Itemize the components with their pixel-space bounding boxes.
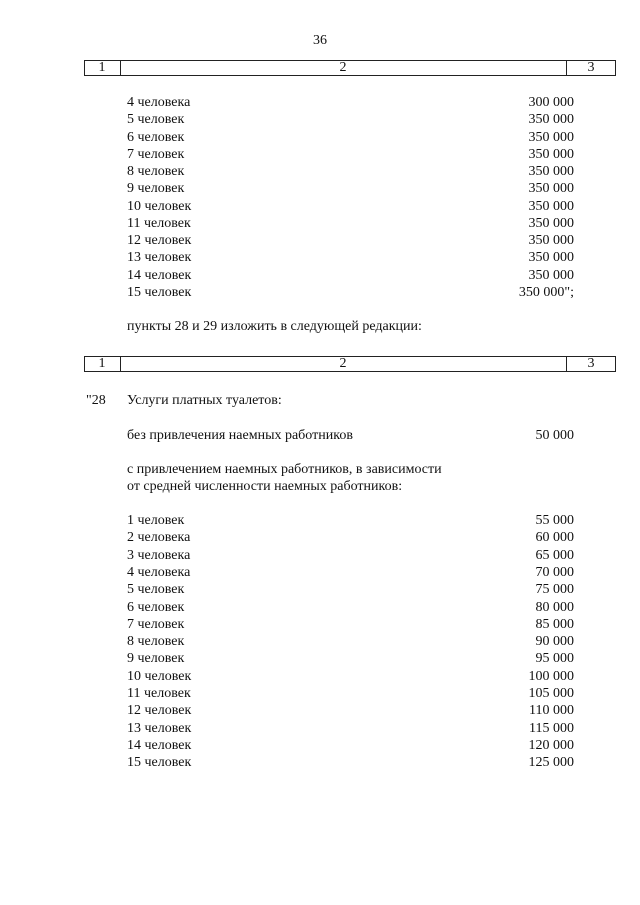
list-item xyxy=(0,146,640,163)
row-label: 8 человек xyxy=(127,634,185,650)
list-item xyxy=(0,720,640,737)
item-title: Услуги платных туалетов: xyxy=(127,393,282,408)
list-item xyxy=(0,650,640,667)
list-item xyxy=(0,180,640,197)
row-value: 50 000 xyxy=(535,428,574,443)
list-item xyxy=(0,163,640,180)
row-value: 350 000 xyxy=(528,250,574,266)
row-label: 6 человек xyxy=(127,129,185,145)
row-label: 15 человек xyxy=(127,284,192,300)
row-label: 8 человек xyxy=(127,164,185,179)
divider xyxy=(615,356,616,372)
row-label: 1 человек xyxy=(127,513,185,528)
list-item xyxy=(0,267,640,284)
row-label: 11 человек xyxy=(127,215,191,231)
row-label: 7 человек xyxy=(127,146,185,162)
row-value: 350 000 xyxy=(528,164,574,179)
row-value: 350 000 xyxy=(528,146,574,162)
row-label: 9 человек xyxy=(127,651,185,667)
row-value: 60 000 xyxy=(535,530,574,546)
row-value: 90 000 xyxy=(535,634,574,650)
list-item xyxy=(0,685,640,702)
page-number: 36 xyxy=(313,33,327,48)
divider xyxy=(615,60,616,76)
row-value: 350 000 xyxy=(528,181,574,197)
list-item xyxy=(0,284,640,301)
intro-text: пункты 28 и 29 изложить в следующей редакции: xyxy=(127,319,422,334)
row-label: 12 человек xyxy=(127,703,192,719)
header-col-2: 2 xyxy=(339,356,347,371)
row-value: 350 000 xyxy=(528,129,574,145)
list-item xyxy=(0,581,640,598)
header-col-1: 1 xyxy=(98,60,106,75)
row-label: 9 человек xyxy=(127,181,185,197)
row-value: 85 000 xyxy=(535,616,574,632)
row-label: 13 человек xyxy=(127,250,192,266)
row-value: 55 000 xyxy=(535,513,574,528)
row-value: 125 000 xyxy=(528,755,574,771)
row-label: 5 человек xyxy=(127,112,185,128)
header-col-3: 3 xyxy=(587,356,595,371)
list-item xyxy=(0,702,640,719)
list-item xyxy=(0,512,640,529)
row-label: без привлечения наемных работников xyxy=(127,428,353,443)
list-item xyxy=(0,737,640,754)
row-value: 95 000 xyxy=(535,651,574,667)
row-label: 7 человек xyxy=(127,616,185,632)
row-value: 110 000 xyxy=(529,703,574,719)
row-label: 5 человек xyxy=(127,582,185,598)
row-value: 350 000 xyxy=(528,267,574,283)
paragraph-line: от средней численности наемных работников: xyxy=(127,479,403,494)
row-label: 3 человека xyxy=(127,547,191,563)
table-header-1 xyxy=(84,60,616,76)
row-value: 350 000"; xyxy=(518,284,574,300)
list-item xyxy=(0,633,640,650)
row-value: 80 000 xyxy=(535,599,574,615)
row-label: 14 человек xyxy=(127,267,192,283)
row-value: 75 000 xyxy=(535,582,574,598)
list-item xyxy=(0,129,640,146)
list-item xyxy=(0,111,640,128)
list-item xyxy=(0,215,640,232)
list-item xyxy=(0,249,640,266)
row-label: 13 человек xyxy=(127,720,192,736)
row-value: 350 000 xyxy=(528,112,574,128)
row-value: 300 000 xyxy=(528,95,574,110)
list-item xyxy=(0,427,640,444)
row-label: 14 человек xyxy=(127,737,192,753)
list-item xyxy=(0,599,640,616)
row-label: 6 человек xyxy=(127,599,185,615)
row-label: 10 человек xyxy=(127,198,192,214)
row-label: 2 человека xyxy=(127,530,191,546)
list-item xyxy=(0,94,640,111)
row-value: 100 000 xyxy=(528,668,574,684)
row-value: 120 000 xyxy=(528,737,574,753)
row-value: 70 000 xyxy=(535,564,574,580)
row-label: 11 человек xyxy=(127,686,191,701)
row-label: 15 человек xyxy=(127,755,192,771)
header-col-2: 2 xyxy=(339,60,347,75)
header-col-1: 1 xyxy=(98,356,106,371)
list-item xyxy=(0,668,640,685)
row-value: 115 000 xyxy=(529,720,574,736)
row-value: 350 000 xyxy=(528,233,574,248)
row-label: 12 человек xyxy=(127,233,192,248)
list-item xyxy=(0,547,640,564)
list-item xyxy=(0,754,640,771)
row-value: 350 000 xyxy=(528,198,574,214)
list-item xyxy=(0,564,640,581)
list-item xyxy=(0,198,640,215)
row-label: 4 человека xyxy=(127,95,191,110)
row-value: 350 000 xyxy=(528,215,574,231)
row-label: 4 человека xyxy=(127,564,191,580)
row-value: 105 000 xyxy=(528,686,574,701)
row-value: 65 000 xyxy=(535,547,574,563)
table-header-2 xyxy=(84,356,616,372)
paragraph-line: с привлечением наемных работников, в зависимости xyxy=(127,462,442,477)
item-number: "28 xyxy=(86,393,106,408)
list-item xyxy=(0,529,640,546)
row-label: 10 человек xyxy=(127,668,192,684)
list-item xyxy=(0,616,640,633)
header-col-3: 3 xyxy=(587,60,595,75)
list-item xyxy=(0,232,640,249)
